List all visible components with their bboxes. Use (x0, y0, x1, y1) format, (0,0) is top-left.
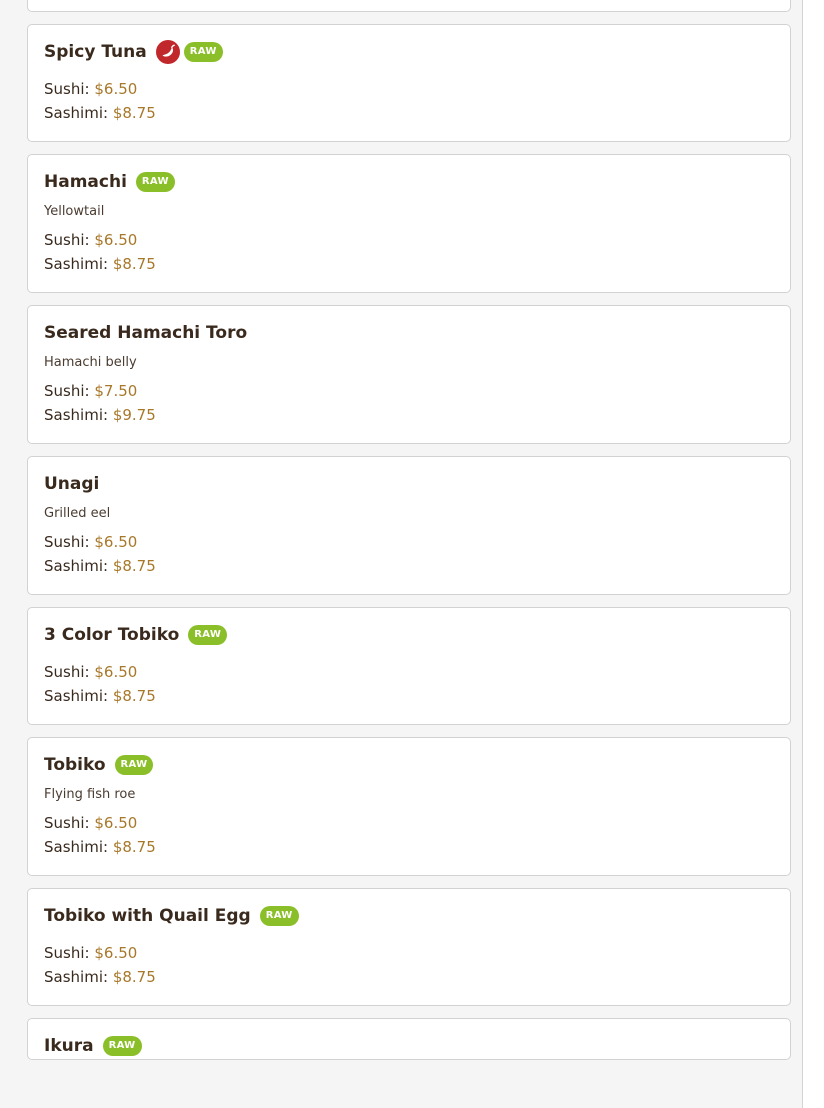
sushi-price-line (44, 660, 774, 684)
menu-item-card[interactable] (27, 24, 791, 142)
sushi-price-label: Sushi: (44, 663, 90, 681)
sushi-price-line (44, 811, 774, 835)
menu-item-card[interactable] (27, 0, 791, 12)
menu-item-prices (44, 77, 774, 125)
menu-item-title-row (44, 169, 774, 195)
sashimi-price-line (44, 403, 774, 427)
sushi-price-label: Sushi: (44, 533, 90, 551)
sushi-price-value: $6.50 (94, 814, 138, 832)
menu-item-card[interactable] (27, 888, 791, 1006)
sashimi-price-value: $9.75 (112, 406, 156, 424)
menu-item-title-row (44, 320, 774, 346)
sashimi-price-label: Sashimi: (44, 406, 109, 424)
sashimi-price-line (44, 252, 774, 276)
menu-item-description: Yellowtail (44, 204, 105, 219)
menu-item-card[interactable] (27, 154, 791, 293)
menu-item-name: Ikura (44, 1036, 94, 1056)
sushi-price-value: $6.50 (94, 533, 138, 551)
menu-item-title-row (44, 39, 774, 65)
raw-badge: RAW (184, 42, 223, 62)
sashimi-price-value: $8.75 (112, 968, 156, 986)
sashimi-price-label: Sashimi: (44, 968, 109, 986)
sushi-price-line (44, 530, 774, 554)
menu-item-card[interactable] (27, 305, 791, 444)
menu-item-name: Unagi (44, 474, 100, 494)
menu-item-prices (44, 660, 774, 708)
sashimi-price-value: $8.75 (112, 838, 156, 856)
raw-badge: RAW (188, 625, 227, 645)
sushi-price-line (44, 228, 774, 252)
menu-item-prices (44, 530, 774, 578)
sashimi-price-line (44, 965, 774, 989)
sashimi-price-label: Sashimi: (44, 687, 109, 705)
sushi-price-value: $6.50 (94, 80, 138, 98)
sushi-price-value: $6.50 (94, 231, 138, 249)
menu-item-name: Seared Hamachi Toro (44, 323, 248, 343)
menu-item-prices (44, 228, 774, 276)
chili-pepper-icon (156, 40, 180, 64)
menu-item-title-row (44, 1033, 774, 1059)
sashimi-price-line (44, 101, 774, 125)
sashimi-price-label: Sashimi: (44, 557, 109, 575)
menu-item-card[interactable] (27, 607, 791, 725)
sushi-price-label: Sushi: (44, 382, 90, 400)
sushi-price-label: Sushi: (44, 80, 90, 98)
menu-item-name: 3 Color Tobiko (44, 625, 180, 645)
sashimi-price-label: Sashimi: (44, 838, 109, 856)
sashimi-price-line (44, 835, 774, 859)
menu-item-title-row (44, 752, 774, 778)
sushi-price-label: Sushi: (44, 231, 90, 249)
sushi-price-line (44, 77, 774, 101)
sashimi-price-value: $8.75 (112, 255, 156, 273)
menu-item-description: Flying fish roe (44, 787, 136, 802)
sushi-price-line (44, 941, 774, 965)
raw-badge: RAW (115, 755, 154, 775)
menu-item-name: Spicy Tuna (44, 42, 147, 62)
sushi-price-value: $6.50 (94, 944, 138, 962)
menu-item-card[interactable] (27, 456, 791, 595)
sashimi-price-label: Sashimi: (44, 255, 109, 273)
menu-item-name: Hamachi (44, 172, 127, 192)
raw-badge: RAW (136, 172, 175, 192)
menu-item-description: Hamachi belly (44, 355, 137, 370)
sushi-price-line (44, 379, 774, 403)
menu-item-name: Tobiko (44, 755, 106, 775)
menu-item-title-row (44, 471, 774, 497)
sushi-price-value: $7.50 (94, 382, 138, 400)
raw-badge: RAW (260, 906, 299, 926)
sushi-price-value: $6.50 (94, 663, 138, 681)
sashimi-price-value: $8.75 (112, 557, 156, 575)
menu-item-prices (44, 941, 774, 989)
sushi-price-label: Sushi: (44, 944, 90, 962)
menu-item-prices (44, 811, 774, 859)
sashimi-price-line (44, 684, 774, 708)
sashimi-price-line (44, 554, 774, 578)
menu-item-card[interactable] (27, 737, 791, 876)
menu-item-title-row (44, 903, 774, 929)
menu-item-name: Tobiko with Quail Egg (44, 906, 251, 926)
sashimi-price-value: $8.75 (112, 687, 156, 705)
menu-item-list (27, 0, 791, 1072)
menu-item-prices (44, 379, 774, 427)
menu-item-card[interactable] (27, 1018, 791, 1060)
sashimi-price-value: $8.75 (112, 104, 156, 122)
raw-badge: RAW (103, 1036, 142, 1056)
sashimi-price-label: Sashimi: (44, 104, 109, 122)
menu-item-description: Grilled eel (44, 506, 111, 521)
menu-item-title-row (44, 622, 774, 648)
sushi-price-label: Sushi: (44, 814, 90, 832)
